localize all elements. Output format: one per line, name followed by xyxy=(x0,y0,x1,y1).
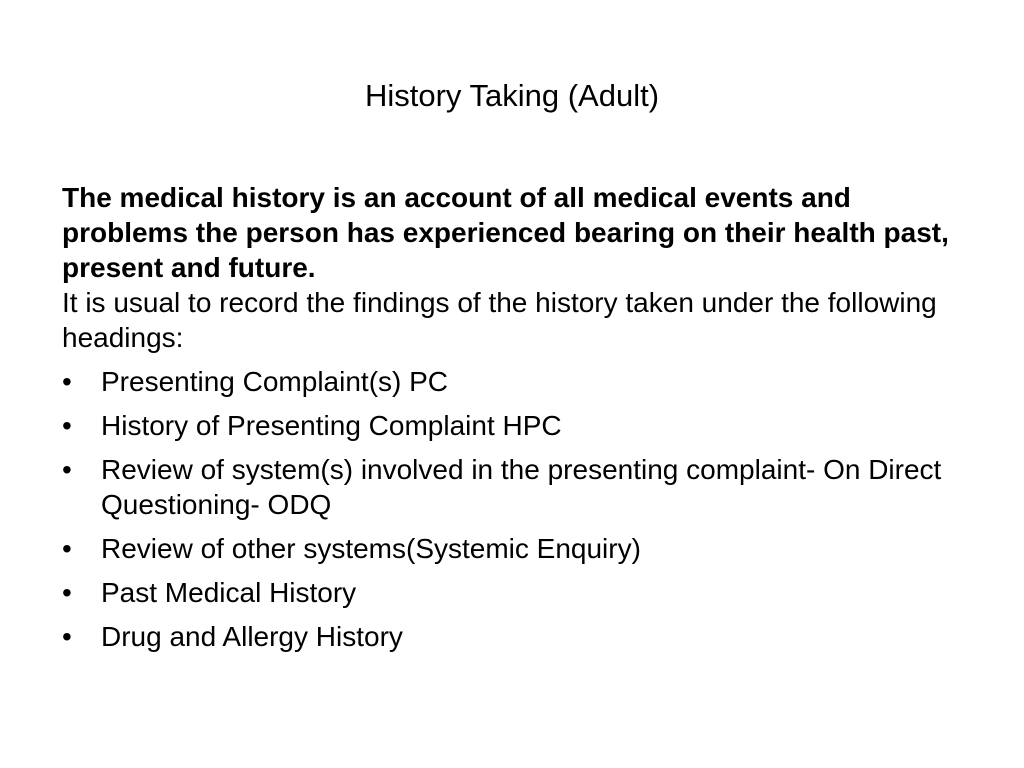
list-item xyxy=(62,531,972,566)
bullet-icon: • xyxy=(62,577,72,608)
intro-bold-text: The medical history is an account of all medical events and problems the person has experienced bearing on their health past, present and future. xyxy=(62,182,949,283)
bullet-icon: • xyxy=(62,410,72,441)
list-item xyxy=(62,408,972,443)
list-item-label: Review of other systems(Systemic Enquiry) xyxy=(101,533,641,564)
bullet-icon: • xyxy=(62,366,72,397)
bullet-icon: • xyxy=(62,454,72,485)
slide-body xyxy=(62,180,972,654)
list-item xyxy=(62,364,972,399)
bullet-icon: • xyxy=(62,621,72,652)
list-item xyxy=(62,575,972,610)
bullet-icon: • xyxy=(62,533,72,564)
slide-title: History Taking (Adult) xyxy=(364,78,660,113)
list-item xyxy=(62,619,972,654)
list-item-label: Drug and Allergy History xyxy=(101,621,403,652)
list-item-label: History of Presenting Complaint HPC xyxy=(101,410,562,441)
headings-list xyxy=(62,364,972,654)
list-item xyxy=(62,452,972,522)
list-item-label: Past Medical History xyxy=(101,577,357,608)
intro-plain-text: It is usual to record the findings of the history taken under the following headings: xyxy=(62,287,937,353)
list-item-label: Review of system(s) involved in the presenting complaint- On Direct Questioning- ODQ xyxy=(101,454,942,520)
list-item-label: Presenting Complaint(s) PC xyxy=(101,366,449,397)
